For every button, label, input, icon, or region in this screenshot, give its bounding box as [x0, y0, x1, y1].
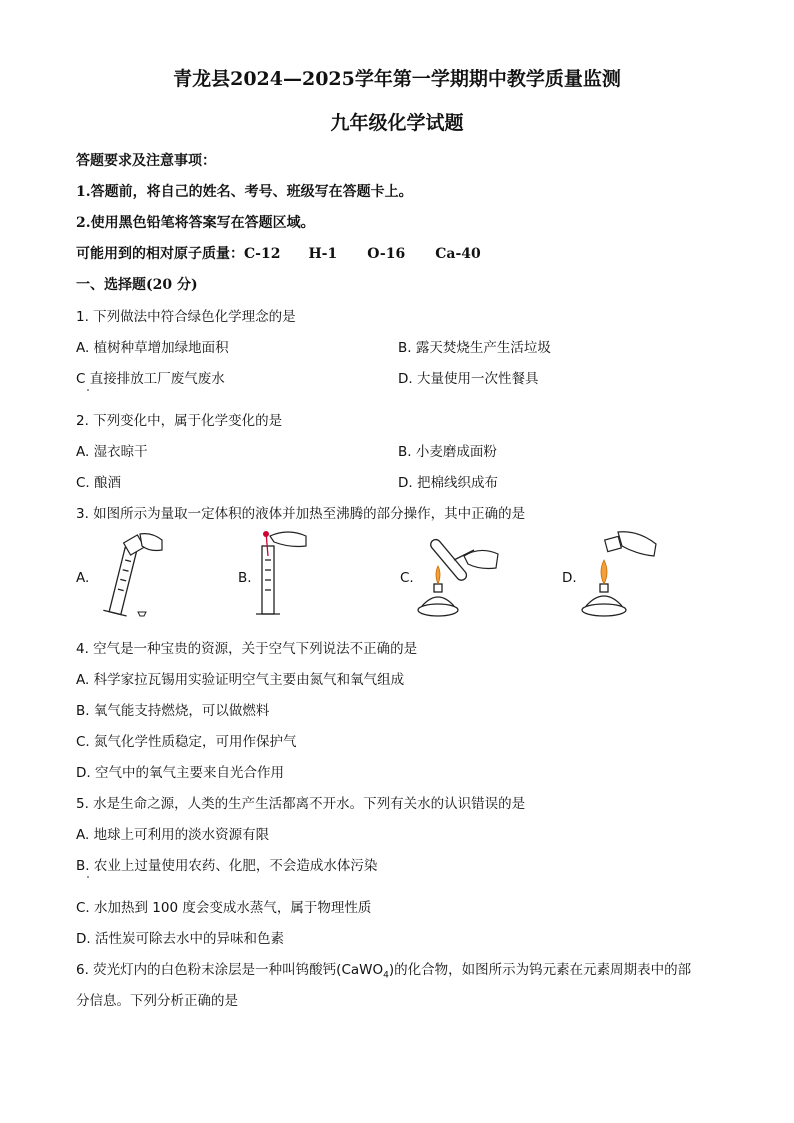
q3-stem: 3. 如图所示为量取一定体积的液体并加热至沸腾的部分操作，其中正确的是	[76, 506, 526, 522]
section-heading: 一、选择题(20 分)	[76, 277, 198, 293]
graduated-cylinder-dropper-figure	[252, 530, 322, 620]
q3-label-a: A.	[76, 570, 90, 586]
q5-option-a: A. 地球上可利用的淡水资源有限	[76, 827, 270, 843]
q6-stem-line2: 分信息。下列分析正确的是	[76, 993, 238, 1009]
q2-option-a: A. 湿衣晾干	[76, 444, 148, 460]
q4-option-a: A. 科学家拉瓦锡用实验证明空气主要由氮气和氧气组成	[76, 672, 405, 688]
q4-option-b: B. 氧气能支持燃烧，可以做燃料	[76, 703, 270, 719]
notice-heading: 答题要求及注意事项：	[76, 153, 216, 169]
q4-option-c: C. 氮气化学性质稳定，可用作保护气	[76, 734, 297, 750]
stray-dot	[87, 876, 89, 878]
atomic-mass-c: C-12	[244, 246, 281, 262]
atomic-mass-o: O-16	[367, 246, 406, 262]
alcohol-lamp-capping-figure	[576, 530, 662, 620]
atomic-mass-h: H-1	[308, 246, 338, 262]
q5-option-c: C. 水加热到 100 度会变成水蒸气，属于物理性质	[76, 900, 372, 916]
q1-option-a: A. 植树种草增加绿地面积	[76, 340, 229, 356]
q2-option-b: B. 小麦磨成面粉	[398, 444, 497, 460]
q5-stem: 5. 水是生命之源，人类的生产生活都离不开水。下列有关水的认识错误的是	[76, 796, 526, 812]
q2-stem: 2. 下列变化中，属于化学变化的是	[76, 413, 283, 429]
q1-option-d: D. 大量使用一次性餐具	[398, 371, 539, 387]
exam-title: 青龙县2024—2025学年第一学期期中教学质量监测	[173, 68, 621, 90]
atomic-mass-line	[76, 243, 481, 263]
notice-item-2: 2.使用黑色铅笔将答案写在答题区域。	[76, 215, 315, 231]
q4-option-d: D. 空气中的氧气主要来自光合作用	[76, 765, 284, 781]
q1-option-b: B. 露天焚烧生产生活垃圾	[398, 340, 551, 356]
q2-option-d: D. 把棉线织成布	[398, 475, 498, 491]
stray-dot	[87, 389, 89, 391]
q1-stem: 1. 下列做法中符合绿色化学理念的是	[76, 309, 296, 325]
q3-label-b: B.	[238, 570, 252, 586]
q3-label-d: D.	[562, 570, 577, 586]
q4-stem: 4. 空气是一种宝贵的资源，关于空气下列说法不正确的是	[76, 641, 418, 657]
atomic-mass-ca: Ca-40	[435, 246, 481, 262]
exam-subtitle: 九年级化学试题	[330, 112, 464, 134]
q6-stem-sub: 4	[383, 970, 389, 981]
q6-stem	[76, 958, 691, 981]
q1-option-c: C 直接排放工厂废气废水	[76, 371, 225, 387]
q5-option-b: B. 农业上过量使用农药、化肥，不会造成水体污染	[76, 858, 378, 874]
q6-stem-pre: 6. 荧光灯内的白色粉末涂层是一种叫钨酸钙(CaWO	[76, 962, 384, 978]
notice-item-1: 1.答题前，将自己的姓名、考号、班级写在答题卡上。	[76, 184, 413, 200]
atomic-mass-label: 可能用到的相对原子质量：	[76, 246, 244, 262]
q5-option-d: D. 活性炭可除去水中的异味和色素	[76, 931, 284, 947]
q6-stem-post: )的化合物，如图所示为钨元素在元素周期表中的部	[388, 962, 692, 978]
graduated-cylinder-pouring-figure	[92, 530, 164, 620]
q2-option-c: C. 酿酒	[76, 475, 122, 491]
q3-label-c: C.	[400, 570, 414, 586]
test-tube-heating-figure	[414, 530, 500, 620]
